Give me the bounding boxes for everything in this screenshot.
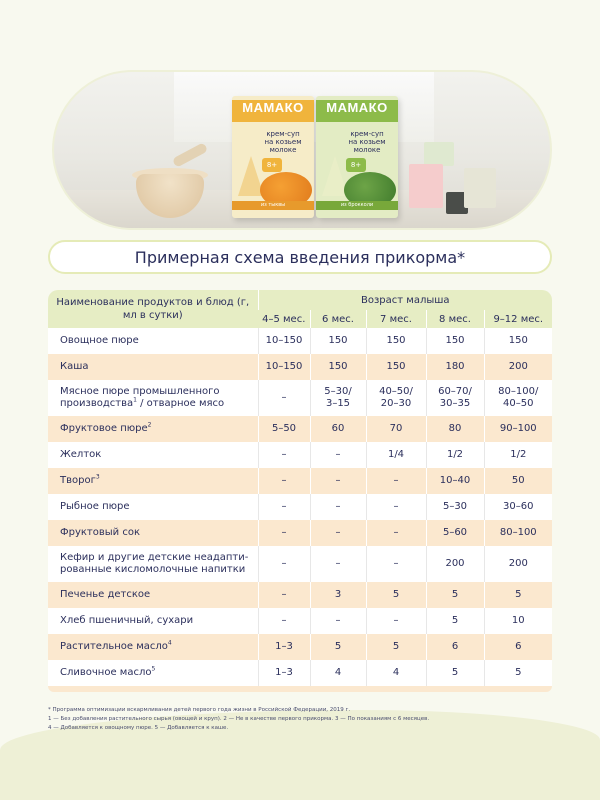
age-header-7: 7 мес. — [366, 310, 426, 328]
product-description — [342, 130, 392, 154]
product-flavor-strip: из тыквы — [232, 201, 314, 210]
row-label-text: Желток — [60, 449, 102, 460]
age-header-9-12: 9–12 мес. — [484, 310, 552, 328]
footnote-marker: 1 — [133, 396, 137, 404]
table-cell: 10–150 — [258, 354, 310, 380]
row-label — [48, 546, 258, 582]
row-label-text: Фруктовый сок — [60, 527, 140, 538]
table-cell — [310, 380, 366, 416]
row-label — [48, 634, 258, 660]
table-cell: – — [258, 608, 310, 634]
row-label — [48, 608, 258, 634]
table-cell: 150 — [426, 328, 484, 354]
footnote-marker: 3 — [95, 473, 100, 481]
feeding-schedule-table — [48, 290, 552, 692]
table-row — [48, 546, 552, 582]
table-cell: 4 — [310, 660, 366, 686]
table-cell: – — [366, 520, 426, 546]
cell-line-2: 40–50 — [503, 398, 534, 409]
product-flavor-strip: из брокколи — [316, 201, 398, 210]
cell-line-1: 60–70/ — [438, 386, 472, 397]
footnote-4-5: 4 — Добавляется к овощному пюре. 5 — Добавляется к каше. — [48, 725, 229, 731]
table-row — [48, 520, 552, 546]
table-cell: – — [258, 380, 310, 416]
table-cell: 200 — [426, 546, 484, 582]
table-cell: 60 — [310, 416, 366, 442]
row-label-line-1: Кефир и другие детские неадапти- — [60, 552, 249, 563]
table-cell: 150 — [366, 354, 426, 380]
table-cell: – — [258, 442, 310, 468]
row-label — [48, 494, 258, 520]
table-row — [48, 634, 552, 660]
table-cell: – — [366, 468, 426, 494]
table-row — [48, 660, 552, 686]
column-header-age: Возраст малыша — [258, 290, 552, 310]
product-box-broccoli — [316, 96, 398, 218]
cell-line-1: 80–100/ — [498, 386, 539, 397]
age-header-6: 6 мес. — [310, 310, 366, 328]
row-label-line-2: производства — [60, 398, 134, 409]
table-cell: 80 — [426, 416, 484, 442]
table-row — [48, 494, 552, 520]
page-title-bar — [48, 240, 552, 274]
table-cell: 5–60 — [426, 520, 484, 546]
table-cell: – — [258, 546, 310, 582]
table-cell: 5 — [426, 608, 484, 634]
row-label-text: Печенье детское — [60, 589, 151, 600]
table-cell: 70 — [366, 416, 426, 442]
footnote-marker: 4 — [167, 639, 172, 647]
table-cell: 5 — [426, 582, 484, 608]
table-cell: 200 — [484, 546, 552, 582]
hero-photo — [52, 70, 552, 230]
cell-line-2: 20–30 — [380, 398, 412, 409]
table-bottom-edge — [48, 686, 552, 692]
table-cell: 6 — [484, 634, 552, 660]
column-header-product: Наименование продуктов и блюд (г, мл в сутки) — [48, 290, 258, 328]
row-label — [48, 380, 258, 416]
table-cell: 150 — [366, 328, 426, 354]
product-age-badge: 8+ — [346, 158, 366, 172]
table-cell: 1/2 — [484, 442, 552, 468]
row-label-text: Рыбное пюре — [60, 501, 130, 512]
table-row — [48, 442, 552, 468]
table-cell: – — [310, 608, 366, 634]
row-label-line-2: рованные кисломолочные напитки — [60, 564, 246, 575]
table-row — [48, 354, 552, 380]
product-age-badge: 8+ — [262, 158, 282, 172]
row-label — [48, 328, 258, 354]
table-cell: – — [258, 520, 310, 546]
table-cell: 50 — [484, 468, 552, 494]
table-cell: 3 — [310, 582, 366, 608]
table-cell — [426, 380, 484, 416]
row-label-line-1: Мясное пюре промышленного — [60, 386, 220, 397]
cell-line-2: 30–35 — [439, 398, 471, 409]
table-row — [48, 416, 552, 442]
table-cell: 1–3 — [258, 634, 310, 660]
table-cell: 10–40 — [426, 468, 484, 494]
row-label — [48, 468, 258, 494]
product-brand: МАМАКО — [232, 100, 314, 122]
table-cell — [366, 380, 426, 416]
age-header-4-5: 4–5 мес. — [258, 310, 310, 328]
footnote-marker: 2 — [147, 421, 152, 429]
product-description — [258, 130, 308, 154]
table-cell: – — [366, 494, 426, 520]
table-cell: 180 — [426, 354, 484, 380]
row-label-text: Овощное пюре — [60, 335, 139, 346]
footnote-marker: 5 — [151, 665, 156, 673]
age-header-8: 8 мес. — [426, 310, 484, 328]
table-cell: 5 — [484, 660, 552, 686]
cell-line-1: 5–30/ — [324, 386, 352, 397]
row-label — [48, 354, 258, 380]
page-title: Примерная схема введения прикорма* — [134, 247, 466, 267]
table-cell: – — [310, 520, 366, 546]
table-cell: 10–150 — [258, 328, 310, 354]
table-row — [48, 608, 552, 634]
table-cell: 200 — [484, 354, 552, 380]
row-label — [48, 520, 258, 546]
product-line-3: молоке — [269, 146, 297, 154]
row-label — [48, 416, 258, 442]
row-label-line-2-suffix: / отварное мясо — [136, 398, 225, 409]
product-brand: МАМАКО — [316, 100, 398, 122]
toy-cube — [409, 164, 443, 208]
table-row — [48, 468, 552, 494]
product-line-2: на козьем — [264, 138, 302, 146]
table-cell: 1/2 — [426, 442, 484, 468]
footnote-source: * Программа оптимизации вскармливания детей первого года жизни в Российской Федерации, 2019 г. — [48, 707, 351, 713]
table-cell: 1–3 — [258, 660, 310, 686]
table-row — [48, 380, 552, 416]
table-cell: 5 — [366, 582, 426, 608]
footnotes — [48, 706, 552, 733]
row-label-text: Фруктовое пюре — [60, 423, 148, 434]
table-cell: 5–50 — [258, 416, 310, 442]
row-label — [48, 442, 258, 468]
footnote-1-3: 1 — Без добавления растительного сырья (овощей и круп). 2 — Не в качестве первого прикорма. 3 — По показаниям с 6 месяцев. — [48, 716, 430, 722]
toy-cube — [424, 142, 454, 166]
table-cell: 150 — [484, 328, 552, 354]
table-cell: – — [310, 468, 366, 494]
product-box-pumpkin — [232, 96, 314, 218]
row-label — [48, 660, 258, 686]
table-cell: – — [366, 608, 426, 634]
product-line-2: на козьем — [348, 138, 386, 146]
table-cell: 5–30 — [426, 494, 484, 520]
product-line-1: крем-суп — [350, 130, 384, 138]
table-cell: 5 — [484, 582, 552, 608]
table-cell: – — [310, 442, 366, 468]
row-label-text: Растительное масло — [60, 641, 168, 652]
table-cell: 150 — [310, 328, 366, 354]
row-label-text: Сливочное масло — [60, 667, 152, 678]
table-cell: 30–60 — [484, 494, 552, 520]
table-row — [48, 328, 552, 354]
table-cell: 6 — [426, 634, 484, 660]
cell-line-2: 3–15 — [325, 398, 351, 409]
pestle-image — [172, 142, 208, 168]
table-cell: 5 — [426, 660, 484, 686]
table-cell: – — [258, 494, 310, 520]
table-cell: 5 — [310, 634, 366, 660]
table-cell: 10 — [484, 608, 552, 634]
product-line-3: молоке — [353, 146, 381, 154]
table-cell: 4 — [366, 660, 426, 686]
row-label — [48, 582, 258, 608]
table-cell: – — [310, 494, 366, 520]
row-label-text: Хлеб пшеничный, сухари — [60, 615, 194, 626]
table-cell: 5 — [366, 634, 426, 660]
table-cell: – — [366, 546, 426, 582]
product-line-1: крем-суп — [266, 130, 300, 138]
table-cell: – — [310, 546, 366, 582]
table-cell: 90–100 — [484, 416, 552, 442]
table-cell: 1/4 — [366, 442, 426, 468]
row-label-text: Каша — [60, 361, 89, 372]
table-cell: – — [258, 468, 310, 494]
table-row — [48, 582, 552, 608]
table-cell: – — [258, 582, 310, 608]
row-label-text: Творог — [60, 475, 96, 486]
table-cell: 80–100 — [484, 520, 552, 546]
toy-cube — [464, 168, 496, 208]
table-cell — [484, 380, 552, 416]
cell-line-1: 40–50/ — [379, 386, 413, 397]
table-cell: 150 — [310, 354, 366, 380]
